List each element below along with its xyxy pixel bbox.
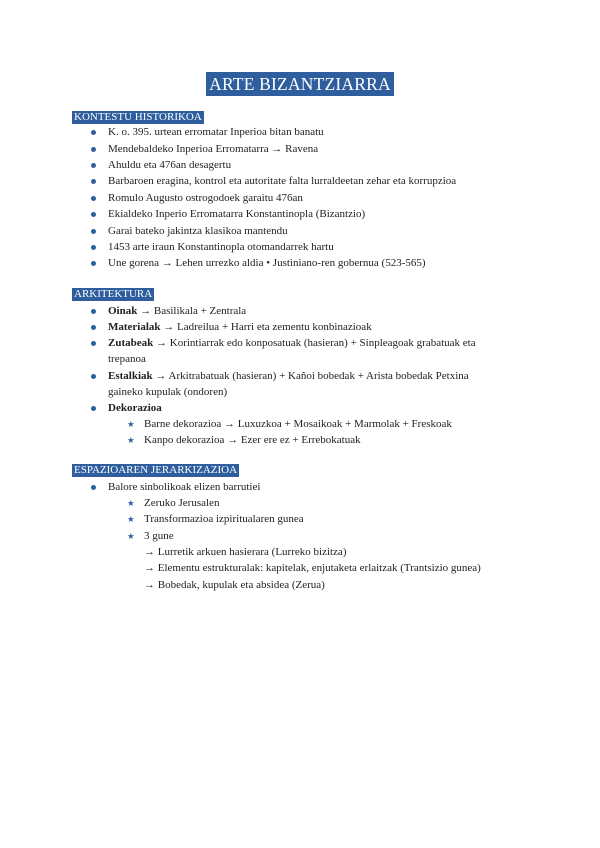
bullet-dot <box>91 309 96 314</box>
list-item: Ekialdeko Inperio Erromatarra Konstantinopla (Bizantzio) <box>108 208 366 220</box>
bullet-dot <box>91 196 96 201</box>
list-item <box>108 369 469 384</box>
item-label: Zutabeak <box>108 337 154 349</box>
list-item: K. o. 395. urtean erromatar Inperioa bitan banatu <box>108 126 324 138</box>
list-item: Balore sinbolikoak elizen barrutiei <box>108 481 261 493</box>
bullet-dot <box>91 130 96 135</box>
bullet-dot <box>91 485 96 490</box>
list-item: Garai bateko jakintza klasikoa mantendu <box>108 225 288 237</box>
list-item <box>108 401 162 416</box>
list-item: Mendebaldeko Inperioa Erromatarra → Ravena <box>108 143 319 155</box>
bullet-dot <box>91 212 96 217</box>
arrow-line: → Elementu estrukturalak: kapitelak, enjutaketa erlaitzak (Trantsizio gunea) <box>144 562 481 574</box>
item-label: Materialak <box>108 321 161 333</box>
list-item-continuation: trepanoa <box>108 353 146 365</box>
star-bullet-icon: ★ <box>127 419 135 429</box>
bullet-dot <box>91 163 96 168</box>
arrow-line: → Bobedak, kupulak eta absidea (Zerua) <box>144 579 325 591</box>
section-heading-espazioa: ESPAZIOAREN JERARKIZAZIOA <box>74 464 238 476</box>
list-item-continuation: gaineko kupulak (ondoren) <box>108 386 228 398</box>
sub-list-item: 3 gune <box>144 530 174 542</box>
list-item <box>108 336 476 351</box>
list-item: 1453 arte iraun Konstantinopla otomandarrek hartu <box>108 241 334 253</box>
arrow-line: → Lurretik arkuen hasierara (Lurreko bizitza) <box>144 546 347 558</box>
bullet-dot <box>91 406 96 411</box>
star-bullet-icon: ★ <box>127 514 135 524</box>
section-heading-arkitektura: ARKITEKTURA <box>74 288 153 300</box>
sub-list-item: Barne dekorazioa → Luxuzkoa + Mosaikoak + Marmolak + Freskoak <box>144 418 452 430</box>
star-bullet-icon: ★ <box>127 435 135 445</box>
list-item <box>108 320 372 335</box>
sub-list-item: Transformazioa izpiritualaren gunea <box>144 513 304 525</box>
bullet-dot <box>91 325 96 330</box>
bullet-dot <box>91 179 96 184</box>
item-label: Dekorazioa <box>108 402 162 414</box>
list-item <box>108 304 246 319</box>
bullet-dot <box>91 229 96 234</box>
bullet-dot <box>91 245 96 250</box>
item-label: Estalkiak <box>108 370 153 382</box>
title-wrap <box>0 72 600 96</box>
bullet-dot <box>91 147 96 152</box>
item-text: → Basilikala + Zentrala <box>137 305 247 317</box>
bullet-dot <box>91 261 96 266</box>
sub-list-item: Zeruko Jerusalen <box>144 497 220 509</box>
item-text: → Korintiarrak edo konposatuak (hasieran) + Sinpleagoak grabatuak eta <box>153 337 476 349</box>
list-item: Barbaroen eragina, kontrol eta autoritate falta lurraldeetan zehar eta korrupzioa <box>108 175 457 187</box>
item-text: → Ladreilua + Harri eta zementu konbinazioak <box>160 321 372 333</box>
item-label: Oinak <box>108 305 138 317</box>
sub-list-item: Kanpo dekorazioa → Ezer ere ez + Errebokatuak <box>144 434 361 446</box>
item-text: → Arkitrabatuak (hasieran) + Kañoi bobedak + Arista bobedak Petxina <box>152 370 469 382</box>
star-bullet-icon: ★ <box>127 531 135 541</box>
star-bullet-icon: ★ <box>127 498 135 508</box>
list-item: Romulo Augusto ostrogodoek garaitu 476an <box>108 192 303 204</box>
section-heading-kontestu: KONTESTU HISTORIKOA <box>74 111 202 123</box>
list-item: Ahuldu eta 476an desagertu <box>108 159 232 171</box>
bullet-dot <box>91 374 96 379</box>
bullet-dot <box>91 341 96 346</box>
page-title: ARTE BIZANTZIARRA <box>206 72 394 96</box>
list-item: Une gorena → Lehen urrezko aldia • Justiniano-ren gobernua (523-565) <box>108 257 426 269</box>
